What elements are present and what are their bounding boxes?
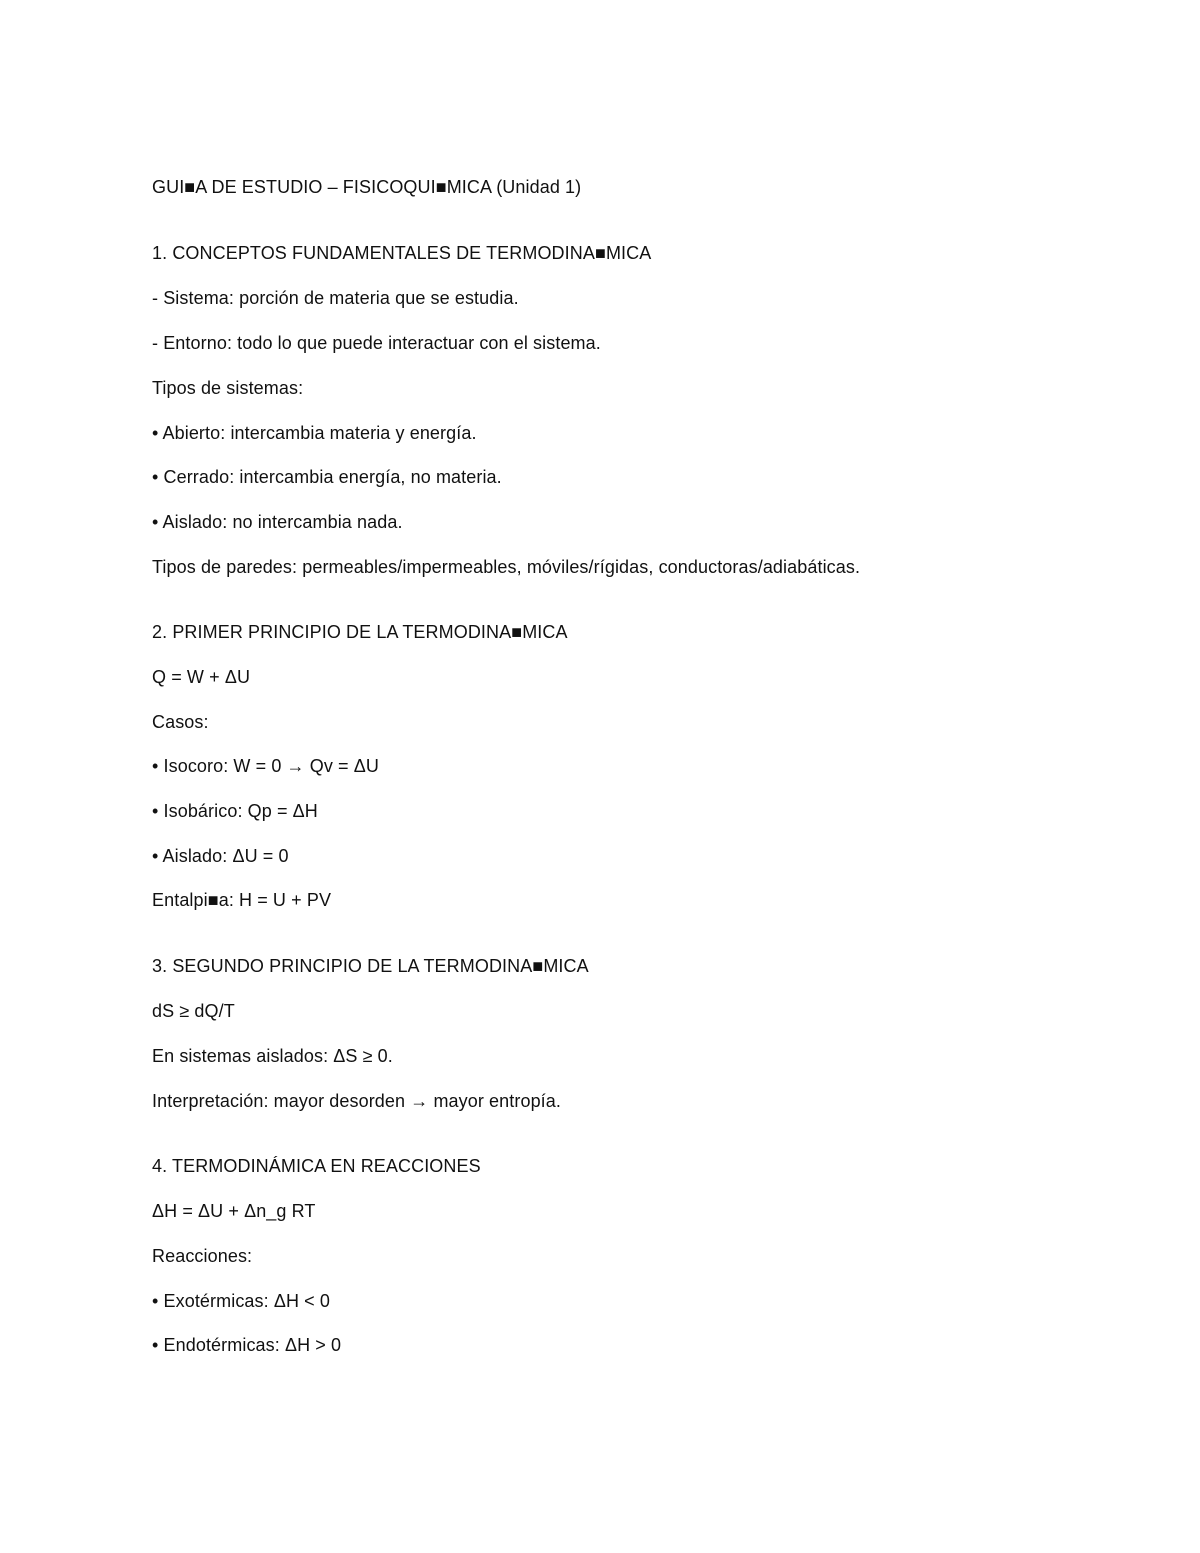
bullet-item: • Endotérmicas: ΔH > 0 [152, 1335, 342, 1355]
section-heading-2: 2. PRIMER PRINCIPIO DE LA TERMODINA■MICA [152, 622, 568, 642]
formula-line: ΔH = ΔU + Δn_g RT [152, 1201, 316, 1221]
section-heading-1: 1. CONCEPTOS FUNDAMENTALES DE TERMODINA■MICA [152, 243, 652, 263]
bullet-item: • Abierto: intercambia materia y energía. [152, 423, 477, 443]
text-line: Tipos de paredes: permeables/impermeables, móviles/rígidas, conductoras/adiabáticas. [152, 557, 861, 577]
document-title: GUI■A DE ESTUDIO – FISICOQUI■MICA (Unidad 1) [152, 177, 582, 197]
subheading-line: Tipos de sistemas: [152, 378, 304, 398]
section-heading-4: 4. TERMODINÁMICA EN REACCIONES [152, 1156, 481, 1176]
formula-line: dS ≥ dQ/T [152, 1001, 235, 1021]
subheading-line: Casos: [152, 712, 209, 732]
definition-line: - Sistema: porción de materia que se estudia. [152, 288, 519, 308]
formula-line: Q = W + ΔU [152, 667, 251, 687]
bullet-item: • Exotérmicas: ΔH < 0 [152, 1291, 330, 1311]
bullet-item: • Isobárico: Qp = ΔH [152, 801, 318, 821]
bullet-item: • Aislado: no intercambia nada. [152, 512, 403, 532]
bullet-item: • Aislado: ΔU = 0 [152, 846, 289, 866]
text-line: En sistemas aislados: ΔS ≥ 0. [152, 1046, 393, 1066]
formula-line: Entalpi■a: H = U + PV [152, 890, 332, 910]
text-line: Interpretación: mayor desorden → mayor entropía. [152, 1091, 561, 1111]
bullet-item: • Isocoro: W = 0 → Qv = ΔU [152, 756, 379, 776]
subheading-line: Reacciones: [152, 1246, 253, 1266]
section-heading-3: 3. SEGUNDO PRINCIPIO DE LA TERMODINA■MICA [152, 956, 589, 976]
definition-line: - Entorno: todo lo que puede interactuar con el sistema. [152, 333, 601, 353]
bullet-item: • Cerrado: intercambia energía, no materia. [152, 467, 502, 487]
